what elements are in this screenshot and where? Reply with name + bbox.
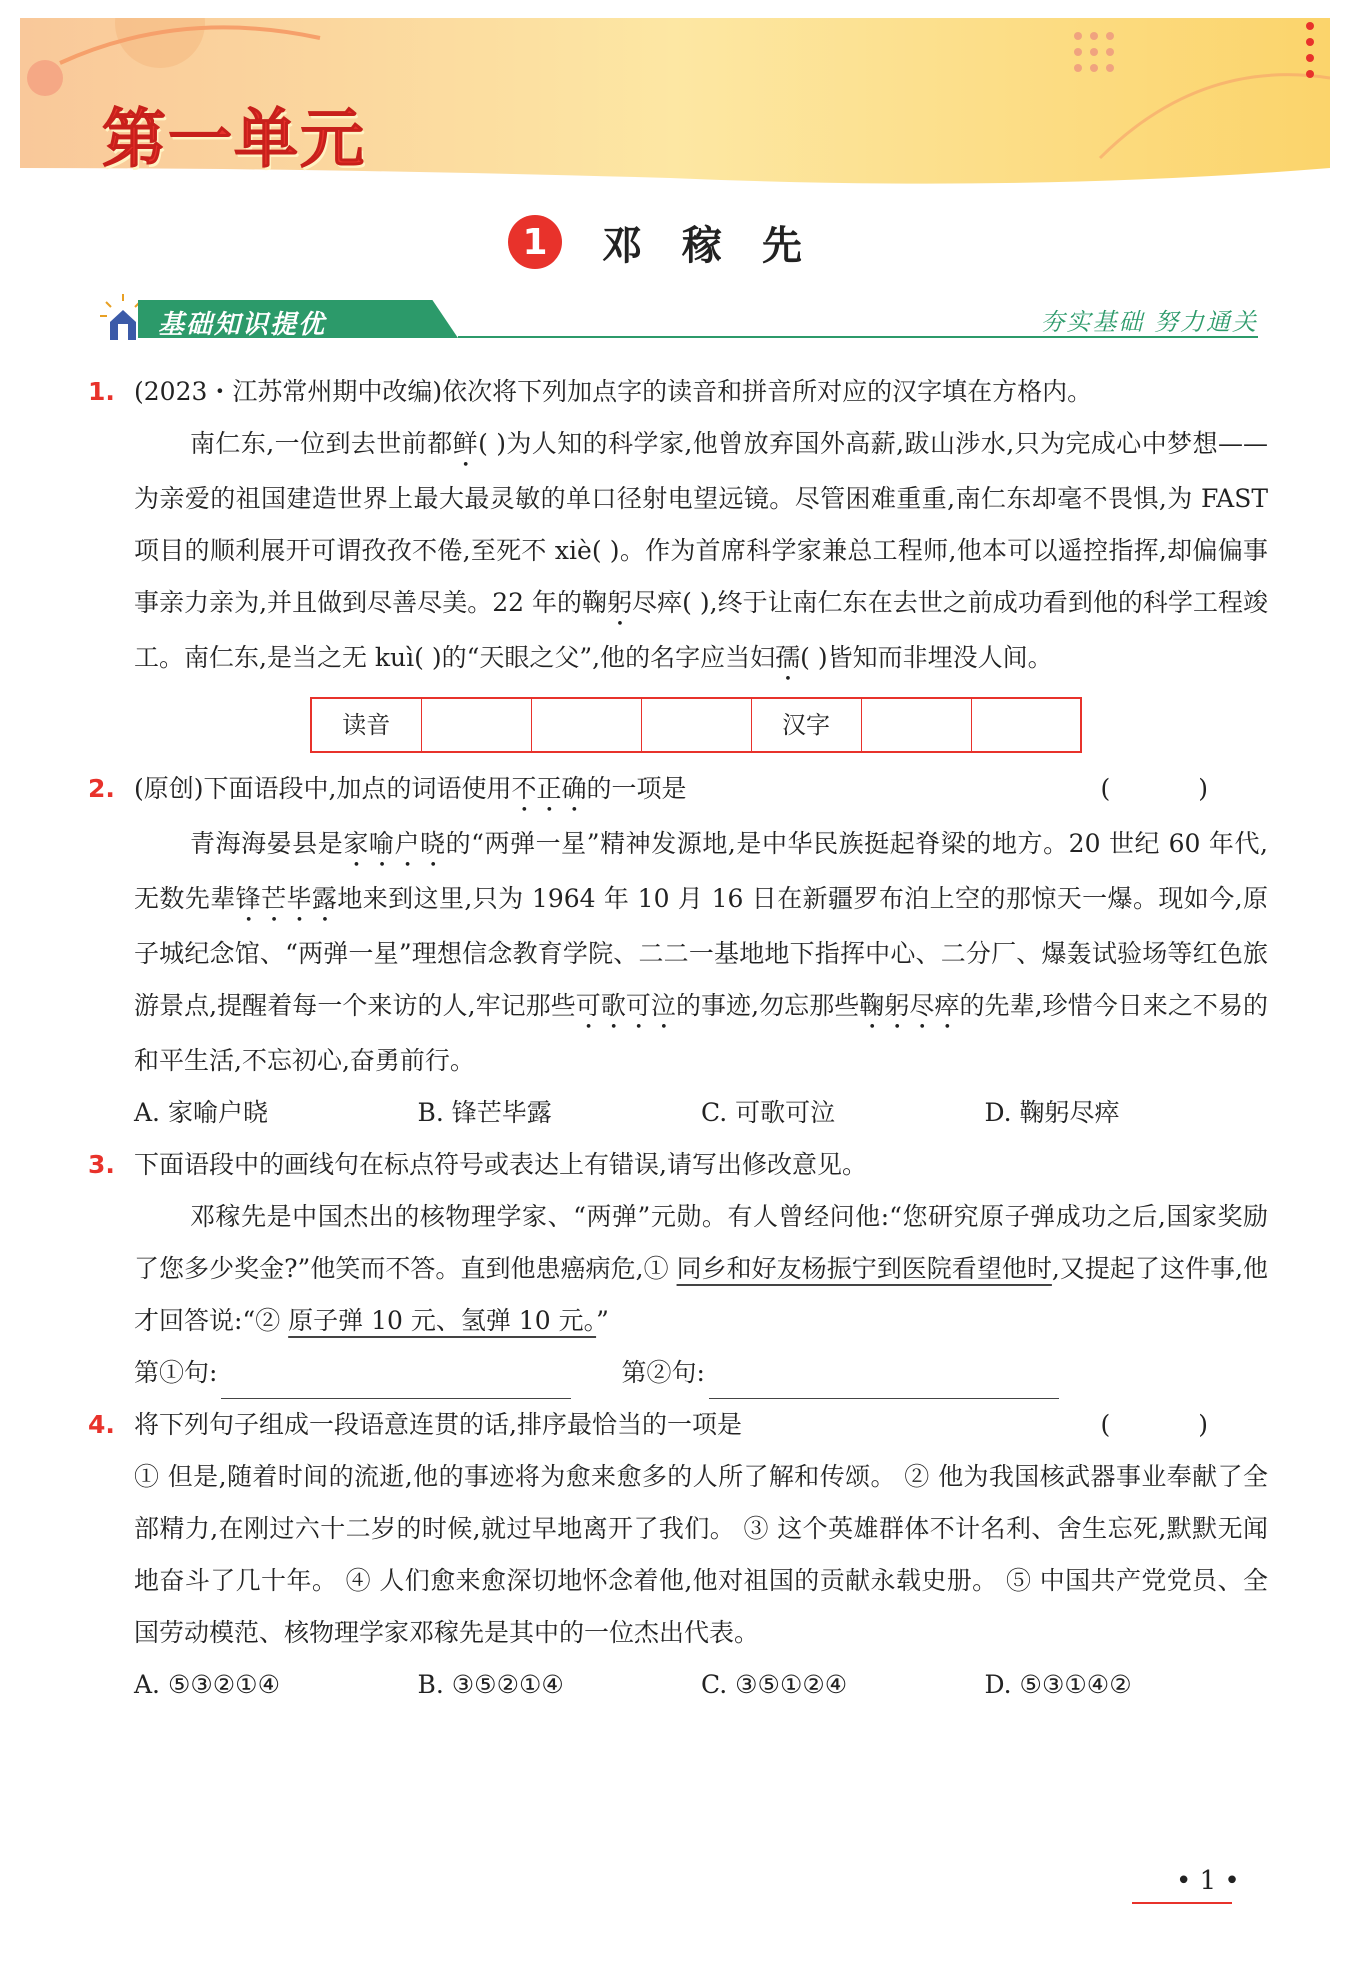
question-1	[88, 366, 1268, 753]
answer-lines	[88, 1347, 1268, 1399]
answer-parentheses[interactable]: ( )	[1100, 1410, 1248, 1439]
question-passage: 南仁东,一位到去世前都鲜( )为人知的科学家,他曾放弃国外高薪,跋山涉水,只为完成心中梦想——为亲爱的祖国建造世界上最大最灵敏的单口径射电望远镜。尽管困难重重,南仁东却毫不畏惧,为 FAST 项目的顺利展开可谓孜孜不倦,至死不 xiè( )。作为首席科学家兼总工程师,他本可以遥控指挥,却偏偏事事亲力亲为,并且做到尽善尽美。22 年的鞠躬尽瘁( ),终于让南仁东在去世之前成功看到他的科学工程竣工。南仁东,是当之无 kuì( )的“天眼之父”,他的名字应当妇孺( )皆知而非埋没人间。	[134, 429, 1268, 672]
fill-label-2: 第②句:	[621, 1358, 705, 1387]
lesson-header	[0, 212, 1350, 272]
grid-cell[interactable]	[421, 698, 531, 752]
page-number: • 1 •	[1176, 1866, 1240, 1896]
dotted-text: 不正确	[511, 774, 587, 803]
question-number: 1.	[88, 377, 115, 406]
question-stem: 下面语段中的画线句在标点符号或表达上有错误,请写出修改意见。	[134, 1150, 867, 1179]
fill-label-1: 第①句:	[134, 1358, 218, 1387]
option-b[interactable]: B. 锋芒毕露	[417, 1098, 552, 1127]
grid-cell[interactable]	[531, 698, 641, 752]
exercise-content	[88, 366, 1268, 1711]
grid-label-character: 汉字	[751, 698, 861, 752]
underlined-sentence-1: 同乡和好友杨振宁到医院看望他时	[676, 1254, 1052, 1283]
section-title: 基础知识提优	[158, 310, 327, 340]
question-number: 2.	[88, 774, 115, 803]
option-a[interactable]: A. 家喻户晓	[134, 1098, 268, 1127]
dotted-text: 家喻户晓	[343, 829, 446, 858]
question-number: 4.	[88, 1410, 115, 1439]
dotted-char: 鲜	[452, 429, 479, 458]
question-2	[88, 763, 1268, 1139]
page-number-underline	[1132, 1902, 1232, 1904]
option-c[interactable]: C. 可歌可泣	[701, 1098, 836, 1127]
answer-parentheses[interactable]: ( )	[1100, 774, 1248, 803]
question-passage: 青海海晏县是家喻户晓的“两弹一星”精神发源地,是中华民族挺起脊梁的地方。20 世纪 60 年代,无数先辈锋芒毕露地来到这里,只为 1964 年 10 月 16 日在新疆罗布泊上空的那惊天一爆。现如今,原子城纪念馆、“两弹一星”理想信念教育学院、二二一基地地下指挥中心、二分厂、爆轰试验场等红色旅游景点,提醒着每一个来访的人,牢记那些可歌可泣的事迹,勿忘那些鞠躬尽瘁的先辈,珍惜今日来之不易的和平生活,不忘初心,奋勇前行。	[134, 829, 1268, 1075]
option-a[interactable]: A. ⑤③②①④	[134, 1670, 281, 1699]
dot-grid-icon	[1074, 32, 1114, 72]
question-stem: (原创)下面语段中,加点的词语使用不正确的一项是	[134, 774, 687, 803]
dotted-char: 躬	[607, 588, 633, 617]
dotted-text: 锋芒毕露	[235, 884, 338, 913]
grid-cell[interactable]	[861, 698, 971, 752]
question-4	[88, 1399, 1268, 1711]
fill-blank-1[interactable]	[221, 1363, 571, 1399]
question-stem: (2023・江苏常州期中改编)依次将下列加点字的读音和拼音所对应的汉字填在方格内。	[134, 377, 1093, 406]
grid-cell[interactable]	[641, 698, 751, 752]
underlined-sentence-2: 原子弹 10 元、氢弹 10 元。	[288, 1306, 597, 1335]
lesson-number-badge: 1	[508, 215, 562, 269]
unit-title: 第一单元	[102, 103, 366, 177]
section-slogan: 夯实基础 努力通关	[1040, 308, 1258, 336]
question-stem: 将下列句子组成一段语意连贯的话,排序最恰当的一项是	[134, 1410, 742, 1439]
answer-options	[88, 1087, 1268, 1139]
grid-label-reading: 读音	[311, 698, 421, 752]
fill-blank-2[interactable]	[709, 1363, 1059, 1399]
dotted-char: 孺	[775, 643, 801, 672]
question-3	[88, 1139, 1268, 1399]
dotted-text: 可歌可泣	[575, 991, 676, 1020]
section-header	[98, 292, 1258, 344]
answer-grid	[310, 697, 1082, 753]
question-passage: ① 但是,随着时间的流逝,他的事迹将为愈来愈多的人所了解和传颂。 ② 他为我国核武器事业奉献了全部精力,在刚过六十二岁的时候,就过早地离开了我们。 ③ 这个英雄群体不计名利、舍生忘死,默默无闻地奋斗了几十年。 ④ 人们愈来愈深切地怀念着他,他对祖国的贡献永载史册。 ⑤ 中国共产党党员、全国劳动模范、核物理学家邓稼先是其中的一位杰出代表。	[134, 1462, 1268, 1647]
grid-cell[interactable]	[971, 698, 1081, 752]
answer-options	[88, 1659, 1268, 1711]
option-b[interactable]: B. ③⑤②①④	[417, 1670, 564, 1699]
dotted-text: 鞠躬尽瘁	[859, 991, 960, 1020]
option-c[interactable]: C. ③⑤①②④	[701, 1670, 848, 1699]
option-d[interactable]: D. 鞠躬尽瘁	[984, 1098, 1120, 1127]
option-d[interactable]: D. ⑤③①④②	[984, 1670, 1132, 1699]
lesson-title: 邓稼先	[602, 221, 842, 269]
question-passage: 邓稼先是中国杰出的核物理学家、“两弹”元勋。有人曾经问他:“您研究原子弹成功之后,国家奖励了您多少奖金?”他笑而不答。直到他患癌病危,① 同乡和好友杨振宁到医院看望他时,又提起了这件事,他才回答说:“② 原子弹 10 元、氢弹 10 元。”	[134, 1202, 1268, 1335]
question-number: 3.	[88, 1150, 115, 1179]
unit-banner	[20, 18, 1330, 208]
